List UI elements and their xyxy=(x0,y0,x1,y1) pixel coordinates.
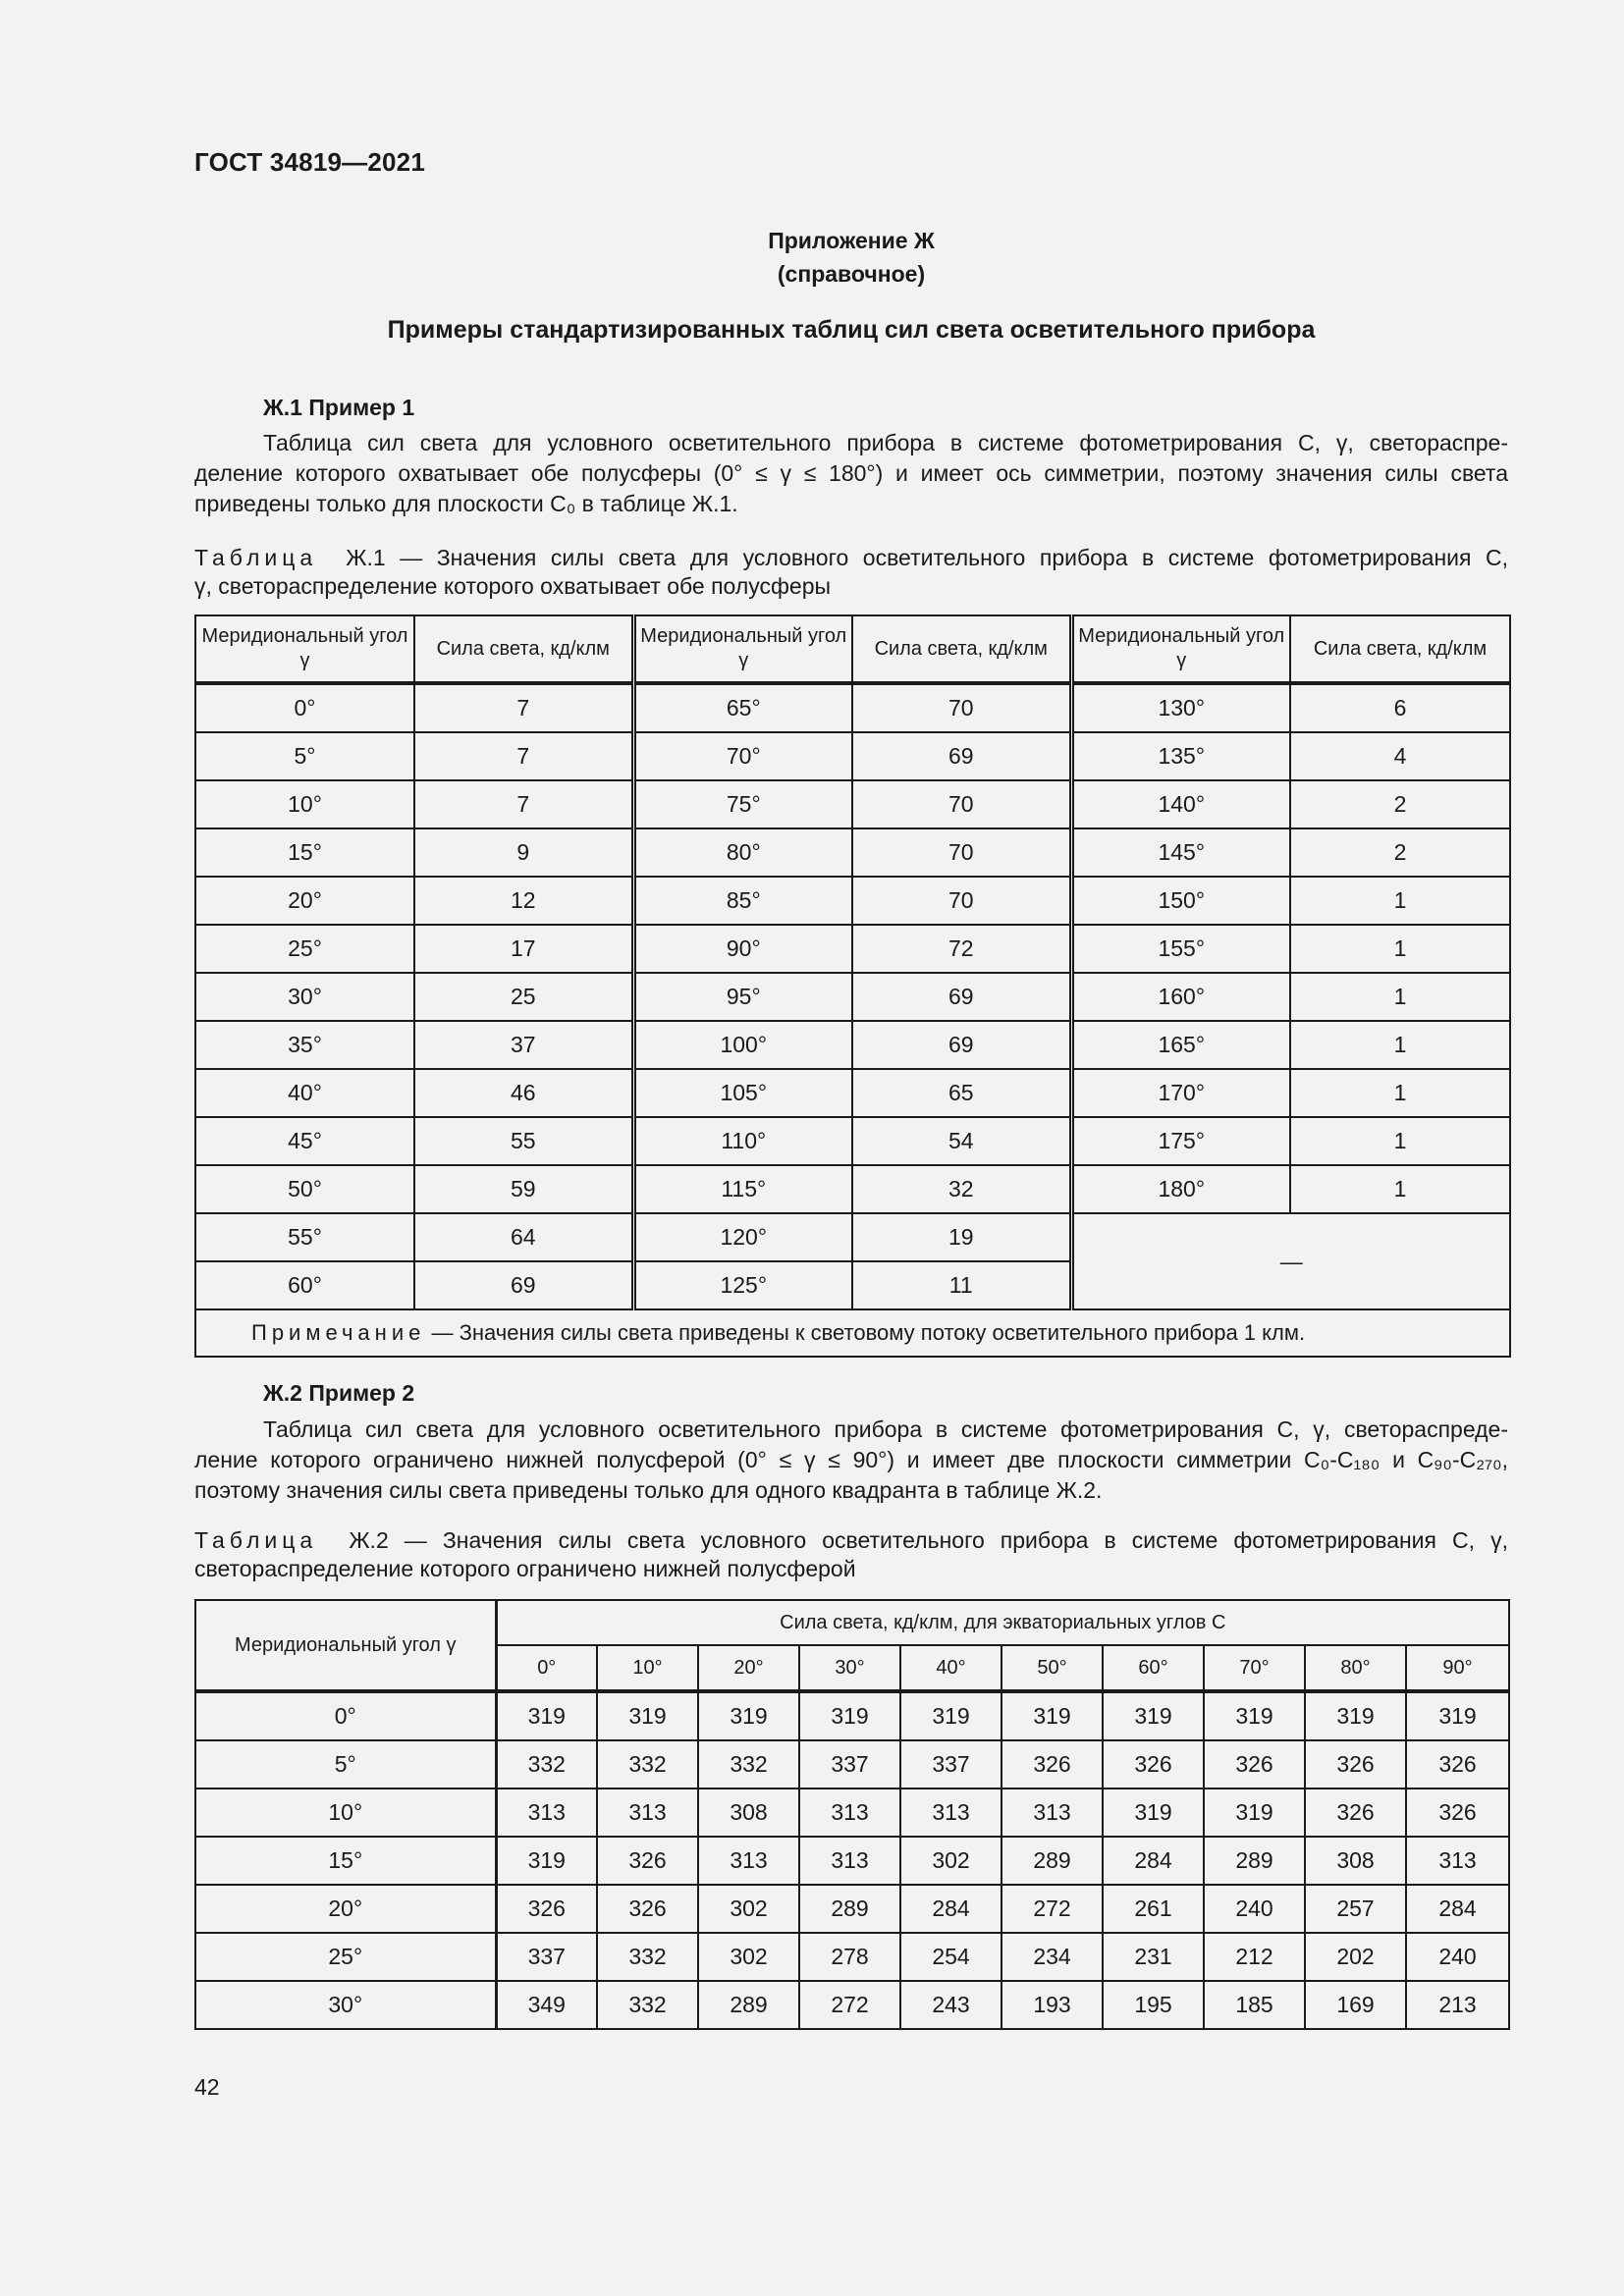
table-cell: 326 xyxy=(597,1837,698,1885)
table-cell: 55° xyxy=(195,1213,414,1261)
table-cell: 115° xyxy=(633,1165,852,1213)
table-cell: 0° xyxy=(195,683,414,732)
table-cell: 243 xyxy=(900,1981,1001,2029)
table-cell: 302 xyxy=(900,1837,1001,1885)
table-cell: 272 xyxy=(799,1981,900,2029)
table-cell: 46 xyxy=(414,1069,633,1117)
table-cell: 202 xyxy=(1305,1933,1406,1981)
table-cell: 278 xyxy=(799,1933,900,1981)
column-header: 70° xyxy=(1204,1645,1305,1691)
table-cell: 1 xyxy=(1290,1021,1510,1069)
note-label: Примечание xyxy=(251,1320,426,1345)
table2-caption-text: светораспределение которого ограничено нижней полусферой xyxy=(194,1556,856,1581)
column-header: Меридиональный угол γ xyxy=(195,615,414,683)
table-cell: 11 xyxy=(852,1261,1071,1309)
table-cell: 212 xyxy=(1204,1933,1305,1981)
table-cell: 17 xyxy=(414,925,633,973)
table-cell: 70 xyxy=(852,877,1071,925)
table-cell: 15° xyxy=(195,828,414,877)
table-cell: 105° xyxy=(633,1069,852,1117)
table-cell: 70 xyxy=(852,780,1071,828)
table-cell: 64 xyxy=(414,1213,633,1261)
table-cell: 12 xyxy=(414,877,633,925)
table-cell: 1 xyxy=(1290,1069,1510,1117)
table-cell: 69 xyxy=(852,1021,1071,1069)
document-header: ГОСТ 34819—2021 xyxy=(194,147,425,177)
table-cell: 326 xyxy=(1305,1789,1406,1837)
table-cell: 272 xyxy=(1001,1885,1103,1933)
table-cell: 313 xyxy=(799,1837,900,1885)
table-cell: 4 xyxy=(1290,732,1510,780)
table2-caption-text: Ж.2 — Значения силы света условного осветительного прибора в системе фотометрирования C, γ, xyxy=(349,1527,1508,1553)
table-cell: 319 xyxy=(496,1837,597,1885)
table1-caption-text: Ж.1 — Значения силы света для условного осветительного прибора в системе фотометрирования C, xyxy=(346,545,1508,570)
table-cell: 59 xyxy=(414,1165,633,1213)
table-row xyxy=(195,1981,1509,2029)
table-cell: 313 xyxy=(597,1789,698,1837)
table-row xyxy=(195,780,1510,828)
table-cell: 332 xyxy=(597,1740,698,1789)
table-cell: 332 xyxy=(597,1981,698,2029)
column-header: Меридиональный угол γ xyxy=(633,615,852,683)
table-cell: 313 xyxy=(496,1789,597,1837)
row-header-cell: 10° xyxy=(195,1789,496,1837)
column-header: 50° xyxy=(1001,1645,1103,1691)
table-cell: 95° xyxy=(633,973,852,1021)
row-header-cell: 0° xyxy=(195,1691,496,1740)
table-cell: 6 xyxy=(1290,683,1510,732)
column-header: 60° xyxy=(1103,1645,1204,1691)
table-cell: 5° xyxy=(195,732,414,780)
column-header: 0° xyxy=(496,1645,597,1691)
table1-light-intensity xyxy=(194,614,1511,1358)
section1-heading: Ж.1 Пример 1 xyxy=(263,395,415,420)
table-cell: 289 xyxy=(1204,1837,1305,1885)
table-cell: 72 xyxy=(852,925,1071,973)
section1-line: Таблица сил света для условного осветительного прибора в системе фотометрирования C, γ, светораспре- xyxy=(263,430,1508,455)
table-cell: 319 xyxy=(900,1691,1001,1740)
table-cell: 19 xyxy=(852,1213,1071,1261)
table-cell: 257 xyxy=(1305,1885,1406,1933)
table-cell: 326 xyxy=(496,1885,597,1933)
page-number: 42 xyxy=(194,2074,220,2100)
section2-heading: Ж.2 Пример 2 xyxy=(263,1380,415,1406)
table-cell: 308 xyxy=(698,1789,799,1837)
column-header: Сила света, кд/клм xyxy=(414,615,633,683)
row-header-cell: 25° xyxy=(195,1933,496,1981)
table-row xyxy=(195,1021,1510,1069)
table-cell: 284 xyxy=(1103,1837,1204,1885)
table-cell: 326 xyxy=(1305,1740,1406,1789)
table-cell: 65 xyxy=(852,1069,1071,1117)
table-cell: 55 xyxy=(414,1117,633,1165)
table-row xyxy=(195,1789,1509,1837)
group-header: Сила света, кд/клм, для экваториальных углов C xyxy=(496,1600,1509,1645)
column-header: Меридиональный угол γ xyxy=(1071,615,1290,683)
table-cell: 100° xyxy=(633,1021,852,1069)
table-row xyxy=(195,1213,1510,1261)
table-cell: 7 xyxy=(414,683,633,732)
table1-caption xyxy=(194,544,1508,601)
table-cell: 35° xyxy=(195,1021,414,1069)
table-cell: 289 xyxy=(698,1981,799,2029)
table-cell: 337 xyxy=(900,1740,1001,1789)
section2-line: Таблица сил света для условного осветительного прибора в системе фотометрирования C, γ, светораспреде- xyxy=(263,1416,1508,1442)
table-row xyxy=(195,973,1510,1021)
table-cell: 40° xyxy=(195,1069,414,1117)
table-cell: 60° xyxy=(195,1261,414,1309)
table-cell: 319 xyxy=(1001,1691,1103,1740)
table-cell: 69 xyxy=(852,732,1071,780)
table-cell: 337 xyxy=(799,1740,900,1789)
table-cell: 20° xyxy=(195,877,414,925)
table-cell: 120° xyxy=(633,1213,852,1261)
column-header: 80° xyxy=(1305,1645,1406,1691)
column-header: 20° xyxy=(698,1645,799,1691)
table2-light-intensity xyxy=(194,1599,1510,2030)
table-cell: 337 xyxy=(496,1933,597,1981)
table-cell: 319 xyxy=(1103,1691,1204,1740)
table-cell: 175° xyxy=(1071,1117,1290,1165)
table-cell: 313 xyxy=(799,1789,900,1837)
table-cell: 193 xyxy=(1001,1981,1103,2029)
table-row xyxy=(195,1885,1509,1933)
table-cell: 155° xyxy=(1071,925,1290,973)
table-cell: 2 xyxy=(1290,780,1510,828)
table-row xyxy=(195,877,1510,925)
table-cell: 213 xyxy=(1406,1981,1509,2029)
table-cell: 25° xyxy=(195,925,414,973)
table-cell: 319 xyxy=(597,1691,698,1740)
table2-caption xyxy=(194,1526,1508,1583)
table-caption-prefix: Таблица xyxy=(194,1527,318,1553)
table-cell: 284 xyxy=(900,1885,1001,1933)
table-cell: 1 xyxy=(1290,1165,1510,1213)
column-header: 40° xyxy=(900,1645,1001,1691)
table-cell: 160° xyxy=(1071,973,1290,1021)
row-header-cell: 20° xyxy=(195,1885,496,1933)
row-header-cell: 5° xyxy=(195,1740,496,1789)
table-cell: 326 xyxy=(1001,1740,1103,1789)
table-cell: 326 xyxy=(1103,1740,1204,1789)
table-row xyxy=(195,1691,1509,1740)
column-header: Сила света, кд/клм xyxy=(1290,615,1510,683)
table-cell: 234 xyxy=(1001,1933,1103,1981)
table-cell: 1 xyxy=(1290,1117,1510,1165)
row-header-cell: 15° xyxy=(195,1837,496,1885)
table-row xyxy=(195,1933,1509,1981)
table-row xyxy=(195,1740,1509,1789)
table-cell: 1 xyxy=(1290,925,1510,973)
table-cell: 70 xyxy=(852,683,1071,732)
table-cell: 289 xyxy=(799,1885,900,1933)
table-cell: 313 xyxy=(900,1789,1001,1837)
table-row xyxy=(195,683,1510,732)
table-cell: 240 xyxy=(1406,1933,1509,1981)
table-cell: 54 xyxy=(852,1117,1071,1165)
table-cell: 185 xyxy=(1204,1981,1305,2029)
table-cell: 7 xyxy=(414,780,633,828)
table-cell: 313 xyxy=(1001,1789,1103,1837)
table-cell: 284 xyxy=(1406,1885,1509,1933)
table-cell: 2 xyxy=(1290,828,1510,877)
table-cell: 319 xyxy=(496,1691,597,1740)
table-row xyxy=(195,1069,1510,1117)
table-cell: 261 xyxy=(1103,1885,1204,1933)
row-header-title: Меридиональный угол γ xyxy=(195,1600,496,1691)
table-cell: 45° xyxy=(195,1117,414,1165)
table-cell: 130° xyxy=(1071,683,1290,732)
table-cell: 90° xyxy=(633,925,852,973)
table-cell: 32 xyxy=(852,1165,1071,1213)
table-cell: 326 xyxy=(1406,1740,1509,1789)
table-cell: 50° xyxy=(195,1165,414,1213)
table-cell: 302 xyxy=(698,1885,799,1933)
table-cell: 313 xyxy=(1406,1837,1509,1885)
table-note xyxy=(195,1309,1510,1357)
table-cell: 169 xyxy=(1305,1981,1406,2029)
table-cell: 69 xyxy=(852,973,1071,1021)
table-cell: 25 xyxy=(414,973,633,1021)
table-cell: 70° xyxy=(633,732,852,780)
table-cell: 308 xyxy=(1305,1837,1406,1885)
table-row xyxy=(195,1117,1510,1165)
section1-line: приведены только для плоскости C₀ в таблице Ж.1. xyxy=(194,491,738,516)
table-cell: 150° xyxy=(1071,877,1290,925)
table-cell: 170° xyxy=(1071,1069,1290,1117)
table-row xyxy=(195,828,1510,877)
section2-paragraph xyxy=(194,1415,1508,1506)
table-cell: 110° xyxy=(633,1117,852,1165)
table-cell: 332 xyxy=(698,1740,799,1789)
table-cell: 180° xyxy=(1071,1165,1290,1213)
table-cell: 65° xyxy=(633,683,852,732)
table-row xyxy=(195,1837,1509,1885)
table-cell: 319 xyxy=(1204,1691,1305,1740)
table-cell: 240 xyxy=(1204,1885,1305,1933)
section2-line: поэтому значения силы света приведены только для одного квадранта в таблице Ж.2. xyxy=(194,1477,1103,1503)
table-cell: 69 xyxy=(414,1261,633,1309)
table-cell: 332 xyxy=(597,1933,698,1981)
row-header-cell: 30° xyxy=(195,1981,496,2029)
table-cell: 195 xyxy=(1103,1981,1204,2029)
table-caption-prefix: Таблица xyxy=(194,545,318,570)
appendix-title: Примеры стандартизированных таблиц сил света осветительного прибора xyxy=(387,316,1316,344)
column-header: Сила света, кд/клм xyxy=(852,615,1071,683)
table-cell: 140° xyxy=(1071,780,1290,828)
table-row xyxy=(195,925,1510,973)
table-cell: 319 xyxy=(1204,1789,1305,1837)
table-cell: 10° xyxy=(195,780,414,828)
table-cell: 165° xyxy=(1071,1021,1290,1069)
appendix-label: Приложение Ж xyxy=(768,228,935,253)
table-cell: 1 xyxy=(1290,877,1510,925)
table-cell: 319 xyxy=(1305,1691,1406,1740)
table-row xyxy=(195,732,1510,780)
table-cell: 80° xyxy=(633,828,852,877)
table-cell: 9 xyxy=(414,828,633,877)
table-row xyxy=(195,1165,1510,1213)
table-cell: 85° xyxy=(633,877,852,925)
table1-caption-text: γ, светораспределение которого охватывает обе полусферы xyxy=(194,573,832,599)
table-cell: 319 xyxy=(698,1691,799,1740)
note-text: — Значения силы света приведены к световому потоку осветительного прибора 1 клм. xyxy=(425,1320,1306,1345)
section2-line: ление которого ограничено нижней полусферой (0° ≤ γ ≤ 90°) и имеет две плоскости симметрии C₀-C₁₈₀ и C₉₀-C₂₇₀, xyxy=(194,1447,1508,1472)
table-cell: 319 xyxy=(1103,1789,1204,1837)
appendix-kind: (справочное) xyxy=(777,261,926,287)
table-cell: 332 xyxy=(496,1740,597,1789)
table-cell: 326 xyxy=(1406,1789,1509,1837)
table-cell: 75° xyxy=(633,780,852,828)
table-cell: 1 xyxy=(1290,973,1510,1021)
table-cell: 319 xyxy=(1406,1691,1509,1740)
section1-line: деление которого охватывает обе полусферы (0° ≤ γ ≤ 180°) и имеет ось симметрии, поэтому значения силы света xyxy=(194,460,1508,486)
table-cell: 135° xyxy=(1071,732,1290,780)
table-cell: 349 xyxy=(496,1981,597,2029)
table-cell: 313 xyxy=(698,1837,799,1885)
section1-paragraph xyxy=(194,428,1508,519)
table-header-row xyxy=(195,1600,1509,1645)
table-cell: 326 xyxy=(597,1885,698,1933)
table-cell: 37 xyxy=(414,1021,633,1069)
table-cell: 70 xyxy=(852,828,1071,877)
table-cell: 30° xyxy=(195,973,414,1021)
appendix-heading xyxy=(194,224,1508,291)
empty-cell-dash: — xyxy=(1071,1213,1510,1309)
table-cell: 289 xyxy=(1001,1837,1103,1885)
table-cell: 254 xyxy=(900,1933,1001,1981)
column-header: 90° xyxy=(1406,1645,1509,1691)
table-cell: 125° xyxy=(633,1261,852,1309)
table-cell: 145° xyxy=(1071,828,1290,877)
table-cell: 319 xyxy=(799,1691,900,1740)
table-cell: 302 xyxy=(698,1933,799,1981)
column-header: 10° xyxy=(597,1645,698,1691)
table-header-row xyxy=(195,615,1510,683)
table-cell: 326 xyxy=(1204,1740,1305,1789)
table-cell: 231 xyxy=(1103,1933,1204,1981)
table-note-row xyxy=(195,1309,1510,1357)
column-header: 30° xyxy=(799,1645,900,1691)
table-cell: 7 xyxy=(414,732,633,780)
